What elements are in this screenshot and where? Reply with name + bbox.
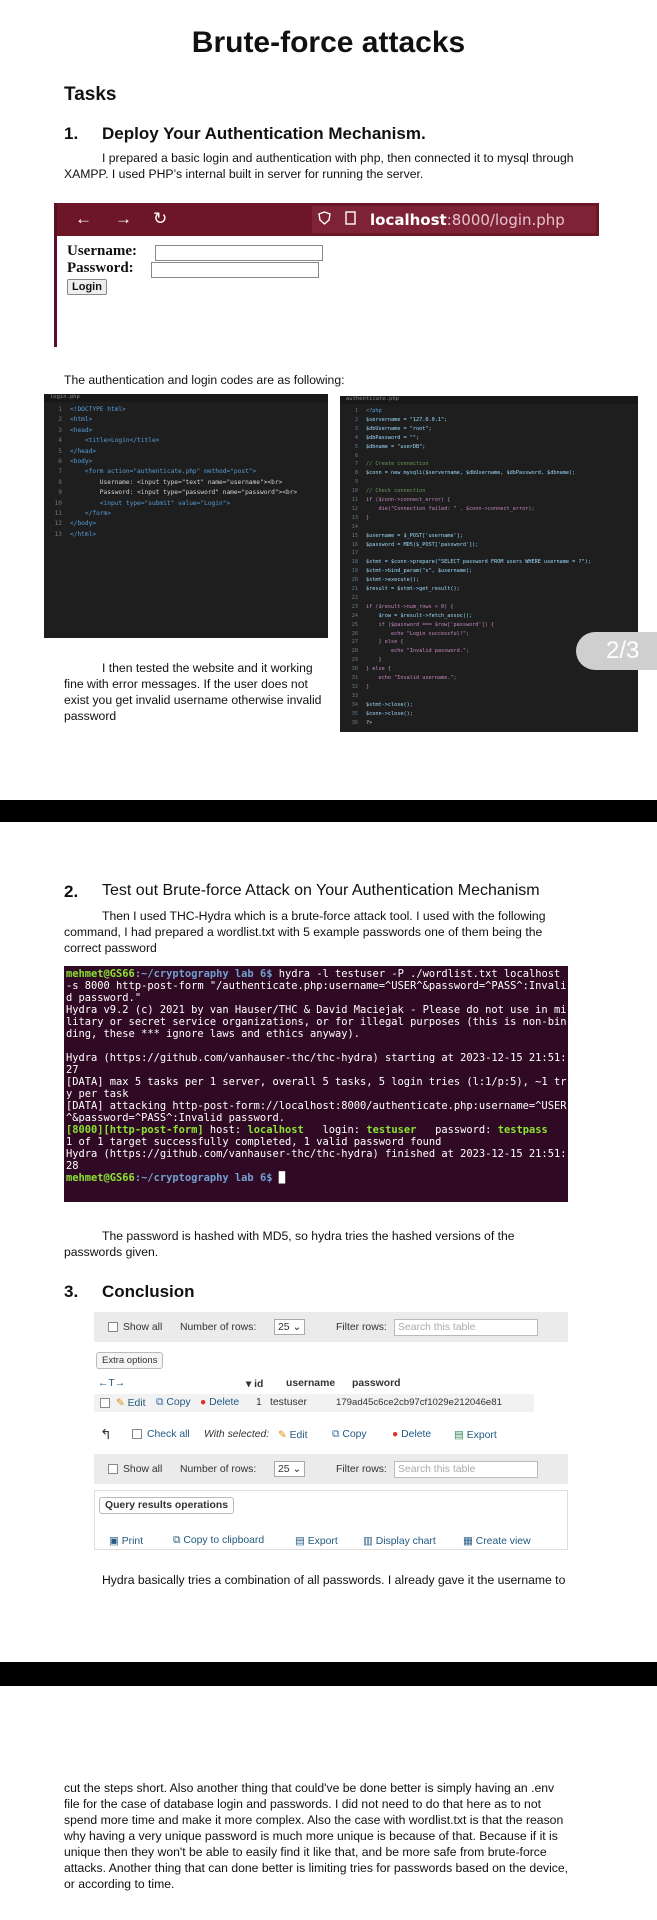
password-label: Password: <box>67 260 134 276</box>
tested-line: fine with error messages. If the user does not <box>64 677 308 691</box>
table-toolbar <box>94 1312 568 1342</box>
tested-line: I then tested the website and it working <box>102 661 313 675</box>
url-text: localhost:8000/login.php <box>370 211 565 229</box>
code-line: 5 $dbname = "userDB"; <box>354 443 426 450</box>
terminal-line: litary or secret service organizations, or for illegal purposes (this is non-bin <box>66 1016 567 1028</box>
pencil-icon: ✎ <box>278 1430 287 1441</box>
code-line: 28 echo "Invalid password."; <box>351 648 470 655</box>
hashed-paragraph <box>64 1228 624 1260</box>
code-line: 30 } else { <box>351 666 391 673</box>
terminal-line: Hydra (https://github.com/vanhauser-thc/thc-hydra) finished at 2023-12-15 21:51: <box>66 1148 567 1160</box>
conclusion-line: spend more time and make it more complex. Also the case with wordlist.txt is that the reason <box>64 1813 564 1827</box>
hydra-intro-line: command, I had prepared a wordlist.txt with 5 example passwords one of them being the <box>64 925 543 939</box>
code-line: 4 $dbPassword = ""; <box>354 434 420 441</box>
document-title: Brute-force attacks <box>191 26 466 59</box>
hashed-line: passwords given. <box>64 1245 159 1259</box>
code-line: 3 $dbUsername = "root"; <box>354 425 432 432</box>
browser-toolbar <box>57 203 599 236</box>
display-chart-link[interactable]: ▥ Display chart <box>363 1536 436 1547</box>
rows-select[interactable]: 25 ⌄ <box>274 1461 305 1477</box>
code-line: 19 $stmt->bind_param("s", $username); <box>351 568 473 575</box>
login-php-code <box>44 394 328 638</box>
code-line: 2 <html> <box>58 416 93 424</box>
row-edit-link[interactable]: ✎ Edit <box>116 1398 146 1409</box>
checkbox[interactable] <box>108 1464 118 1474</box>
page-1 <box>0 0 657 800</box>
hydra-intro-line: Then I used THC-Hydra which is a brute-force attack tool. I used with the following <box>102 909 546 923</box>
terminal-line: ding, these *** ignore laws and ethics anyway). <box>66 1028 361 1040</box>
page-icon <box>345 211 356 228</box>
code-line: 21 $result = $stmt->get_result(); <box>351 586 460 592</box>
print-link[interactable]: ▣ Print <box>109 1536 144 1547</box>
pencil-icon: ✎ <box>116 1398 125 1409</box>
table-toolbar-bottom <box>94 1454 568 1484</box>
code-line: 3 <head> <box>58 426 93 434</box>
address-bar[interactable] <box>312 206 596 233</box>
hydra-terminal <box>64 966 568 1202</box>
conclusion-line: attacks. Another thing that can done better is limiting tries for passwords based on the device, <box>64 1861 569 1875</box>
code-line: 31 echo "Invalid username."; <box>351 675 457 681</box>
code-line: 36 ?> <box>351 719 373 726</box>
code-line: 10 <input type="submit" value="Login"> <box>54 499 231 507</box>
checkbox[interactable] <box>108 1322 118 1332</box>
section-title: Deploy Your Authentication Mechanism. <box>102 124 426 143</box>
with-selected-label: With selected: <box>204 1429 270 1440</box>
code-line: 8 $conn = new mysqli($servername, $dbUsername, $dbPassword, $dbname); <box>354 470 576 477</box>
terminal-line: y per task <box>66 1088 129 1100</box>
page-2 <box>0 822 657 1662</box>
username-label: Username: <box>67 243 137 259</box>
editor-tab: login.php <box>44 394 328 402</box>
selected-copy-link[interactable]: ⧉ Copy <box>332 1429 367 1440</box>
filter-label: Filter rows: <box>336 1464 387 1475</box>
check-all-toggle[interactable]: Check all <box>132 1429 190 1440</box>
intro-line: I prepared a basic login and authentication with php, then connected it to mysql through <box>102 151 574 165</box>
hashed-line: The password is hashed with MD5, so hydra tries the hashed versions of the <box>102 1229 515 1243</box>
cell-password-hash: 179ad45c6ce2cb97cf1029e212046e81 <box>336 1397 502 1408</box>
terminal-command: mehmet@GS66:~/cryptography lab 6$ hydra -l testuser -P ./wordlist.txt localhost <box>66 968 561 980</box>
code-line: 9 <box>354 479 358 486</box>
column-username[interactable]: username <box>286 1378 336 1389</box>
rows-select[interactable]: 25 ⌄ <box>274 1319 305 1335</box>
terminal-line: 1 of 1 target successfully completed, 1 valid password found <box>66 1136 442 1148</box>
section-number: 1. <box>64 124 79 143</box>
conclusion-line: file for the case of database login and passwords. I did not need to do that here as to not <box>64 1797 541 1811</box>
export-icon: ▤ <box>454 1430 464 1441</box>
query-results-title: Query results operations <box>99 1497 234 1514</box>
code-line: 33 <box>351 692 358 699</box>
code-line: 16 $password = MD5($_POST['password']); <box>351 541 479 548</box>
code-line: 15 $username = $_POST['username']; <box>351 532 463 539</box>
reload-icon[interactable]: ↻ <box>153 209 168 228</box>
code-line: 7 // Create connection <box>354 461 429 468</box>
login-button[interactable]: Login <box>67 279 107 295</box>
code-line: 8 Username: <input type="text" name="username"><br> <box>58 478 283 486</box>
terminal-line: Hydra v9.2 (c) 2021 by van Hauser/THC & David Maciejak - Please do not use in mi <box>66 1004 567 1016</box>
copy-icon: ⧉ <box>332 1429 340 1440</box>
password-input[interactable] <box>151 262 319 278</box>
section-number: 2. <box>64 882 79 901</box>
section-title: Test out Brute-force Attack on Your Authentication Mechanism <box>102 882 540 899</box>
code-line: 18 $stmt = $conn->prepare("SELECT password FROM users WHERE username = ?"); <box>351 559 591 566</box>
code-line: 11 if ($conn->connect_error) { <box>351 497 451 503</box>
code-line: 2 $servername = "127.0.0.1"; <box>354 416 448 423</box>
code-line: 34 $stmt->close(); <box>351 701 413 708</box>
rows-label: Number of rows: <box>180 1464 257 1475</box>
terminal-line: d password." <box>66 992 142 1004</box>
code-line: 17 <box>351 550 358 557</box>
conclusion-line: unique then they won't be able to easily find it like that, and be more safe from brute-force <box>64 1845 547 1859</box>
code-line: 10 // Check connection <box>351 488 426 495</box>
arrow-up-left-icon: ↰ <box>100 1426 112 1442</box>
code-line: 13 } <box>351 514 370 521</box>
terminal-line: 28 <box>66 1160 79 1172</box>
column-id[interactable]: ▾ id <box>246 1379 264 1390</box>
code-line: 14 <box>351 523 358 530</box>
filter-input[interactable]: Search this table <box>394 1461 538 1478</box>
code-line: 9 Password: <input type="password" name="password"><br> <box>58 489 298 497</box>
row-copy-link[interactable]: ⧉ Copy <box>156 1397 191 1408</box>
conclusion-line: cut the steps short. Also another thing that could've be done better is simply having an .env <box>64 1781 555 1795</box>
code-line: 32 } <box>351 683 370 690</box>
cell-id: 1 <box>256 1397 262 1408</box>
code-line: 29 } <box>351 657 382 664</box>
code-line: 12 die("Connection failed: " . $conn->connect_error); <box>351 505 535 512</box>
tested-line: exist you get invalid username otherwise invalid <box>64 693 322 707</box>
code-line: 22 <box>351 594 358 601</box>
code-line: 1 <!DOCTYPE html> <box>58 406 126 413</box>
code-line: 27 } else { <box>351 639 404 646</box>
extra-options-button[interactable]: Extra options <box>96 1352 163 1369</box>
code-line: 5 </head> <box>58 447 97 455</box>
code-line: 6 <box>354 452 358 459</box>
code-line: 11 </form> <box>54 510 111 517</box>
code-line: 26 echo "Login successful!"; <box>351 630 470 637</box>
rows-label: Number of rows: <box>180 1322 257 1333</box>
copy-clipboard-link[interactable]: ⧉ Copy to clipboard <box>173 1535 265 1546</box>
bulk-actions <box>94 1426 534 1444</box>
filter-input[interactable]: Search this table <box>394 1319 538 1336</box>
codes-caption: The authentication and login codes are as following: <box>64 373 345 387</box>
show-all-toggle[interactable]: Show all <box>108 1322 162 1333</box>
terminal-line: [DATA] max 5 tasks per 1 server, overall 5 tasks, 5 login tries (l:1/p:5), ~1 tr <box>66 1076 567 1088</box>
code-line: 20 $stmt->execute(); <box>351 577 420 584</box>
terminal-line: Hydra (https://github.com/vanhauser-thc/thc-hydra) starting at 2023-12-15 21:51: <box>66 1052 567 1064</box>
column-nav-arrows[interactable]: ←T→ <box>98 1378 126 1389</box>
column-password[interactable]: password <box>352 1378 401 1389</box>
forward-arrow-icon[interactable]: → <box>115 209 132 228</box>
intro-paragraph <box>64 150 624 182</box>
code-line: 35 $conn->close(); <box>351 710 413 717</box>
export-link[interactable]: ▤ Export <box>295 1536 338 1547</box>
selected-edit-link[interactable]: ✎ Edit <box>278 1430 308 1441</box>
hydra-intro <box>64 908 624 956</box>
conclusion-continued <box>64 1780 624 1892</box>
query-results-panel <box>94 1490 568 1550</box>
editor-tab: authenticate.php <box>340 396 638 404</box>
conclusion-line: why having a very unique password is much more unique is because of that. Because if it is <box>64 1829 558 1843</box>
cell-username: testuser <box>270 1397 307 1408</box>
intro-line: XAMPP. I used PHP’s internal built in server for running the server. <box>64 167 424 181</box>
page-3 <box>0 1686 657 1920</box>
shield-icon <box>318 211 331 228</box>
phpmyadmin-screenshot <box>94 1308 568 1556</box>
hydra-intro-line: correct password <box>64 941 157 955</box>
tasks-heading: Tasks <box>64 84 117 105</box>
page-indicator: 2/3 <box>576 632 657 670</box>
terminal-line: ^&password=^PASS^:Invalid password. <box>66 1112 285 1124</box>
code-line: 12 </body> <box>54 520 97 528</box>
code-line: 4 <title>Login</title> <box>58 437 160 445</box>
terminal-line: -s 8000 http-post-form "/authenticate.php:username=^USER^&password=^PASS^:Invali <box>66 980 567 992</box>
conclusion-start: Hydra basically tries a combination of all passwords. I already gave it the username to <box>102 1573 566 1587</box>
tested-paragraph <box>64 660 334 724</box>
code-line: 25 if ($password === $row['password']) { <box>351 621 495 628</box>
back-arrow-icon[interactable]: ← <box>75 209 92 228</box>
create-view-link[interactable]: ▦ Create view <box>463 1536 531 1547</box>
conclusion-line: or according to time. <box>64 1877 175 1891</box>
terminal-line: [DATA] attacking http-post-form://localhost:8000/authenticate.php:username=^USER <box>66 1100 567 1112</box>
login-page-screenshot <box>54 203 599 347</box>
row-checkbox[interactable] <box>100 1398 115 1409</box>
show-all-toggle[interactable]: Show all <box>108 1464 162 1475</box>
selected-export-link[interactable]: ▤ Export <box>454 1430 497 1441</box>
table-row <box>94 1394 534 1412</box>
filter-label: Filter rows: <box>336 1322 387 1333</box>
code-line: 1 <?php <box>354 408 382 414</box>
terminal-found-line: [8000][http-post-form] host: localhost login: testuser password: testpass <box>66 1124 548 1136</box>
code-line: 6 <body> <box>58 458 93 465</box>
username-input[interactable] <box>155 245 323 261</box>
tested-line: password <box>64 709 117 723</box>
table-header <box>94 1376 534 1392</box>
section-number: 3. <box>64 1282 79 1301</box>
row-delete-link[interactable]: ● Delete <box>200 1397 240 1408</box>
selected-delete-link[interactable]: ● Delete <box>392 1429 432 1440</box>
authenticate-php-code <box>340 396 638 732</box>
code-line: 13 </html> <box>54 530 97 538</box>
terminal-line: 27 <box>66 1064 79 1076</box>
code-line: 7 <form action="authenticate.php" method="post"> <box>58 468 257 476</box>
code-line: 24 $row = $result->fetch_assoc(); <box>351 612 473 619</box>
terminal-prompt: mehmet@GS66:~/cryptography lab 6$ █ <box>66 1172 285 1184</box>
delete-icon: ● <box>200 1397 207 1408</box>
code-line: 23 if ($result->num_rows > 0) { <box>351 603 454 610</box>
section-title: Conclusion <box>102 1282 195 1301</box>
delete-icon: ● <box>392 1429 399 1440</box>
copy-icon: ⧉ <box>156 1397 164 1408</box>
